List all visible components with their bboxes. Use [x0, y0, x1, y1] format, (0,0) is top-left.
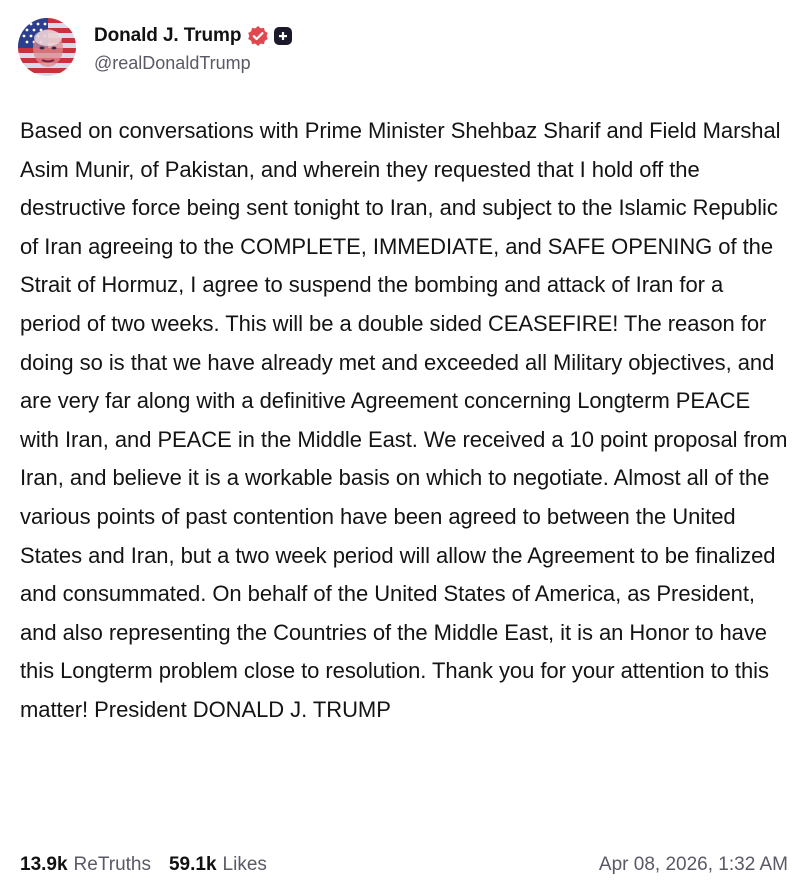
- likes-stat[interactable]: [169, 854, 267, 876]
- likes-count: 59.1k: [168, 854, 217, 875]
- retruths-label: ReTruths: [73, 854, 151, 875]
- name-row: [94, 21, 293, 51]
- avatar-flag-portrait-icon: [18, 18, 76, 76]
- author-display-name[interactable]: Donald J. Trump: [94, 24, 242, 46]
- post-body-text: Based on conversations with Prime Minister Shehbaz Sharif and Field Marshal Asim Munir, of Pakistan, and wherein they requested that I hold off the destructive force being sent tonight to Iran, and subject to the Islamic Republic of Iran agreeing to the COMPLETE, IMMEDIATE, and SAFE OPENING of the Strait of Hormuz, I agree to suspend the bombing and attack of Iran for a period of two weeks. This will be a double sided CEASEFIRE! The reason for doing so is that we have already met and exceeded all Military objectives, and are very far along with a definitive Agreement concerning Longterm PEACE with Iran, and PEACE in the Middle East. We received a 10 point proposal from Iran, and believe it is a workable basis on which to negotiate. Almost all of the various points of past contention have been agreed to between the United States and Iran, but a two week period will allow the Agreement to be finalized and consummated. On behalf of the United States of America, as President, and also representing the Countries of the Middle East, it is an Honor to have this Longterm problem close to resolution. Thank you for your attention to this matter! President DONALD J. TRUMP: [20, 118, 788, 722]
- post-header: [18, 16, 293, 78]
- retruths-count: 13.9k: [20, 854, 68, 875]
- verified-badge-icon: [247, 25, 269, 47]
- likes-label: Likes: [222, 854, 267, 875]
- post-timestamp[interactable]: Apr 08, 2026, 1:32 AM: [598, 854, 788, 875]
- post-footer: [20, 854, 788, 876]
- avatar[interactable]: [18, 18, 76, 76]
- truth-plus-icon: [273, 26, 293, 46]
- author-identity: [94, 21, 293, 74]
- retruths-stat[interactable]: [20, 854, 151, 876]
- author-handle[interactable]: @realDonaldTrump: [94, 52, 251, 73]
